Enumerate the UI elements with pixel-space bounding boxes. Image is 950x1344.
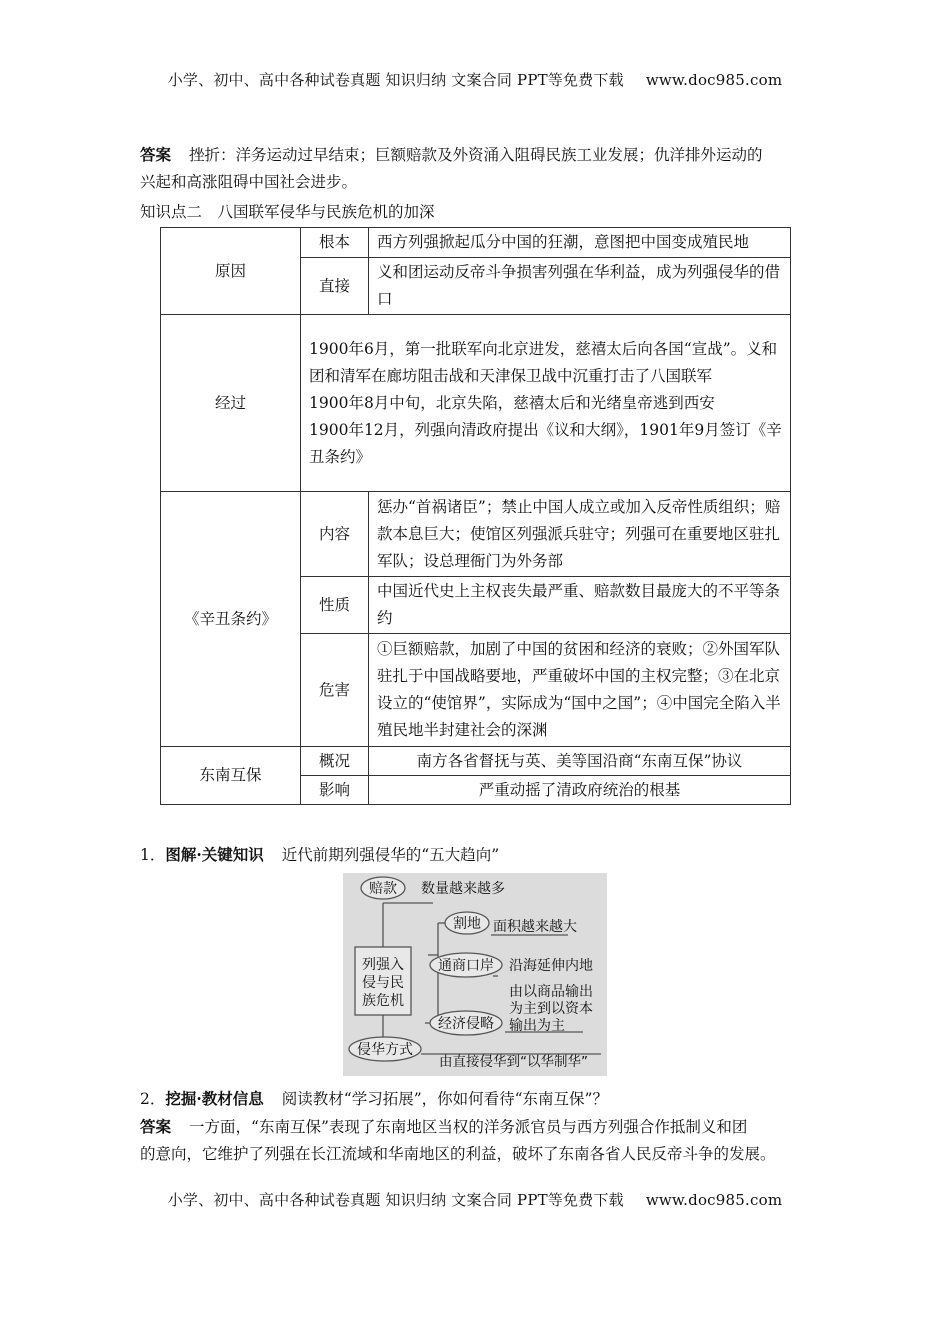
page-footer	[0, 1189, 950, 1210]
process-p1: 1900年6月，第一批联军向北京进发，慈禧太后向各国“宣战”。义和团和清军在廊坊阻击战和天津保卫战中沉重打击了八国联军	[309, 339, 778, 385]
trend-diagram-svg	[343, 873, 607, 1076]
treaty-content-label: 内容	[301, 492, 369, 577]
cause-label: 原因	[161, 228, 301, 315]
answer-2-line1: 一方面，“东南互保”表现了东南地区当权的洋务派官员与西方列强合作抵制义和团	[189, 1118, 748, 1136]
southeast-label: 东南互保	[161, 747, 301, 805]
cause-direct-label: 直接	[301, 258, 369, 315]
center-line1: 列强入	[362, 957, 404, 973]
answer-2	[140, 1113, 820, 1168]
table-row	[161, 747, 791, 776]
item-2	[140, 1085, 812, 1113]
answer-2-line2: 的意向，它维护了列强在长江流域和华南地区的利益，破坏了东南各省人民反帝斗争的发展。	[140, 1145, 776, 1163]
item-2-text: 阅读教材“学习拓展”，你如何看待“东南互保”？	[281, 1090, 608, 1108]
node-5-label: 侵华方式	[357, 1042, 413, 1058]
trend-diagram	[343, 873, 607, 1076]
node-3-label: 通商口岸	[438, 958, 494, 974]
southeast-overview-label: 概况	[301, 747, 369, 776]
section-title: 知识点二 八国联军侵华与民族危机的加深	[140, 203, 435, 221]
table-row	[161, 228, 791, 258]
process-p2: 1900年8月中旬，北京失陷，慈禧太后和光绪皇帝逃到西安	[309, 393, 715, 412]
center-line2: 侵与民	[362, 975, 404, 991]
page-header	[0, 69, 950, 90]
node-5-text: 由直接侵华到“以华制华”	[439, 1054, 588, 1070]
footer-text: 小学、初中、高中各种试卷真题 知识归纳 文案合同 PPT等免费下载	[167, 1191, 624, 1209]
item-2-title: 挖掘·教材信息	[165, 1089, 264, 1108]
treaty-harm-text: ①巨额赔款，加剧了中国的贫困和经济的衰败；②外国军队驻扎于中国战略要地，严重破坏中国的主权完整；③在北京设立的“使馆界”，实际成为“国中之国”；④中国完全陷入半殖民地半封建社会的深渊	[369, 634, 791, 747]
answer-1-line2: 兴起和高涨阻碍中国社会进步。	[140, 173, 358, 191]
answer-1-label: 答案	[140, 145, 172, 164]
node-4-text-line3: 输出为主	[509, 1018, 565, 1034]
node-2-text: 面积越来越大	[493, 919, 577, 935]
southeast-impact-label: 影响	[301, 776, 369, 805]
node-4-text-line2: 为主到以资本	[509, 1001, 593, 1017]
cause-direct-text: 义和团运动反帝斗争损害列强在华利益，成为列强侵华的借口	[369, 258, 791, 315]
cause-root-text: 西方列强掀起瓜分中国的狂潮，意图把中国变成殖民地	[369, 228, 791, 258]
table-row	[161, 315, 791, 492]
node-1-text: 数量越来越多	[421, 881, 505, 897]
treaty-label: 《辛丑条约》	[161, 492, 301, 747]
footer-url[interactable]: www.doc985.com	[645, 1191, 783, 1209]
process-p3: 1900年12月，列强向清政府提出《议和大纲》，1901年9月签订《辛丑条约》	[309, 420, 782, 466]
process-text	[301, 315, 791, 492]
answer-2-label: 答案	[140, 1117, 172, 1136]
treaty-nature-label: 性质	[301, 577, 369, 634]
knowledge-table	[160, 227, 791, 805]
answer-1-line1: 挫折：洋务运动过早结束；巨额赔款及外资涌入阻碍民族工业发展；仇洋排外运动的	[189, 146, 763, 164]
node-1-label: 赔款	[369, 881, 397, 897]
cause-root-label: 根本	[301, 228, 369, 258]
item-1-title: 图解·关键知识	[165, 845, 264, 864]
item-1-text: 近代前期列强侵华的“五大趋向”	[281, 846, 500, 864]
southeast-impact-text: 严重动摇了清政府统治的根基	[369, 776, 791, 805]
item-2-num: 2．	[140, 1090, 166, 1108]
process-label: 经过	[161, 315, 301, 492]
node-3-text: 沿海延伸内地	[509, 958, 593, 974]
table-row	[161, 492, 791, 577]
item-1-num: 1．	[140, 846, 166, 864]
treaty-content-text: 惩办“首祸诸臣”；禁止中国人成立或加入反帝性质组织；赔款本息巨大；使馆区列强派兵驻守；列强可在重要地区驻扎军队；设总理衙门为外务部	[369, 492, 791, 577]
node-4-text-line1: 由以商品输出	[509, 984, 593, 1000]
item-1	[140, 841, 812, 869]
header-text: 小学、初中、高中各种试卷真题 知识归纳 文案合同 PPT等免费下载	[167, 71, 624, 89]
treaty-nature-text: 中国近代史上主权丧失最严重、赔款数目最庞大的不平等条约	[369, 577, 791, 634]
center-line3: 族危机	[362, 993, 404, 1009]
node-4-label: 经济侵略	[438, 1016, 494, 1032]
answer-1	[140, 141, 812, 196]
southeast-overview-text: 南方各省督抚与英、美等国沿商“东南互保”协议	[369, 747, 791, 776]
treaty-harm-label: 危害	[301, 634, 369, 747]
header-url[interactable]: www.doc985.com	[645, 71, 783, 89]
node-2-label: 割地	[453, 916, 481, 932]
